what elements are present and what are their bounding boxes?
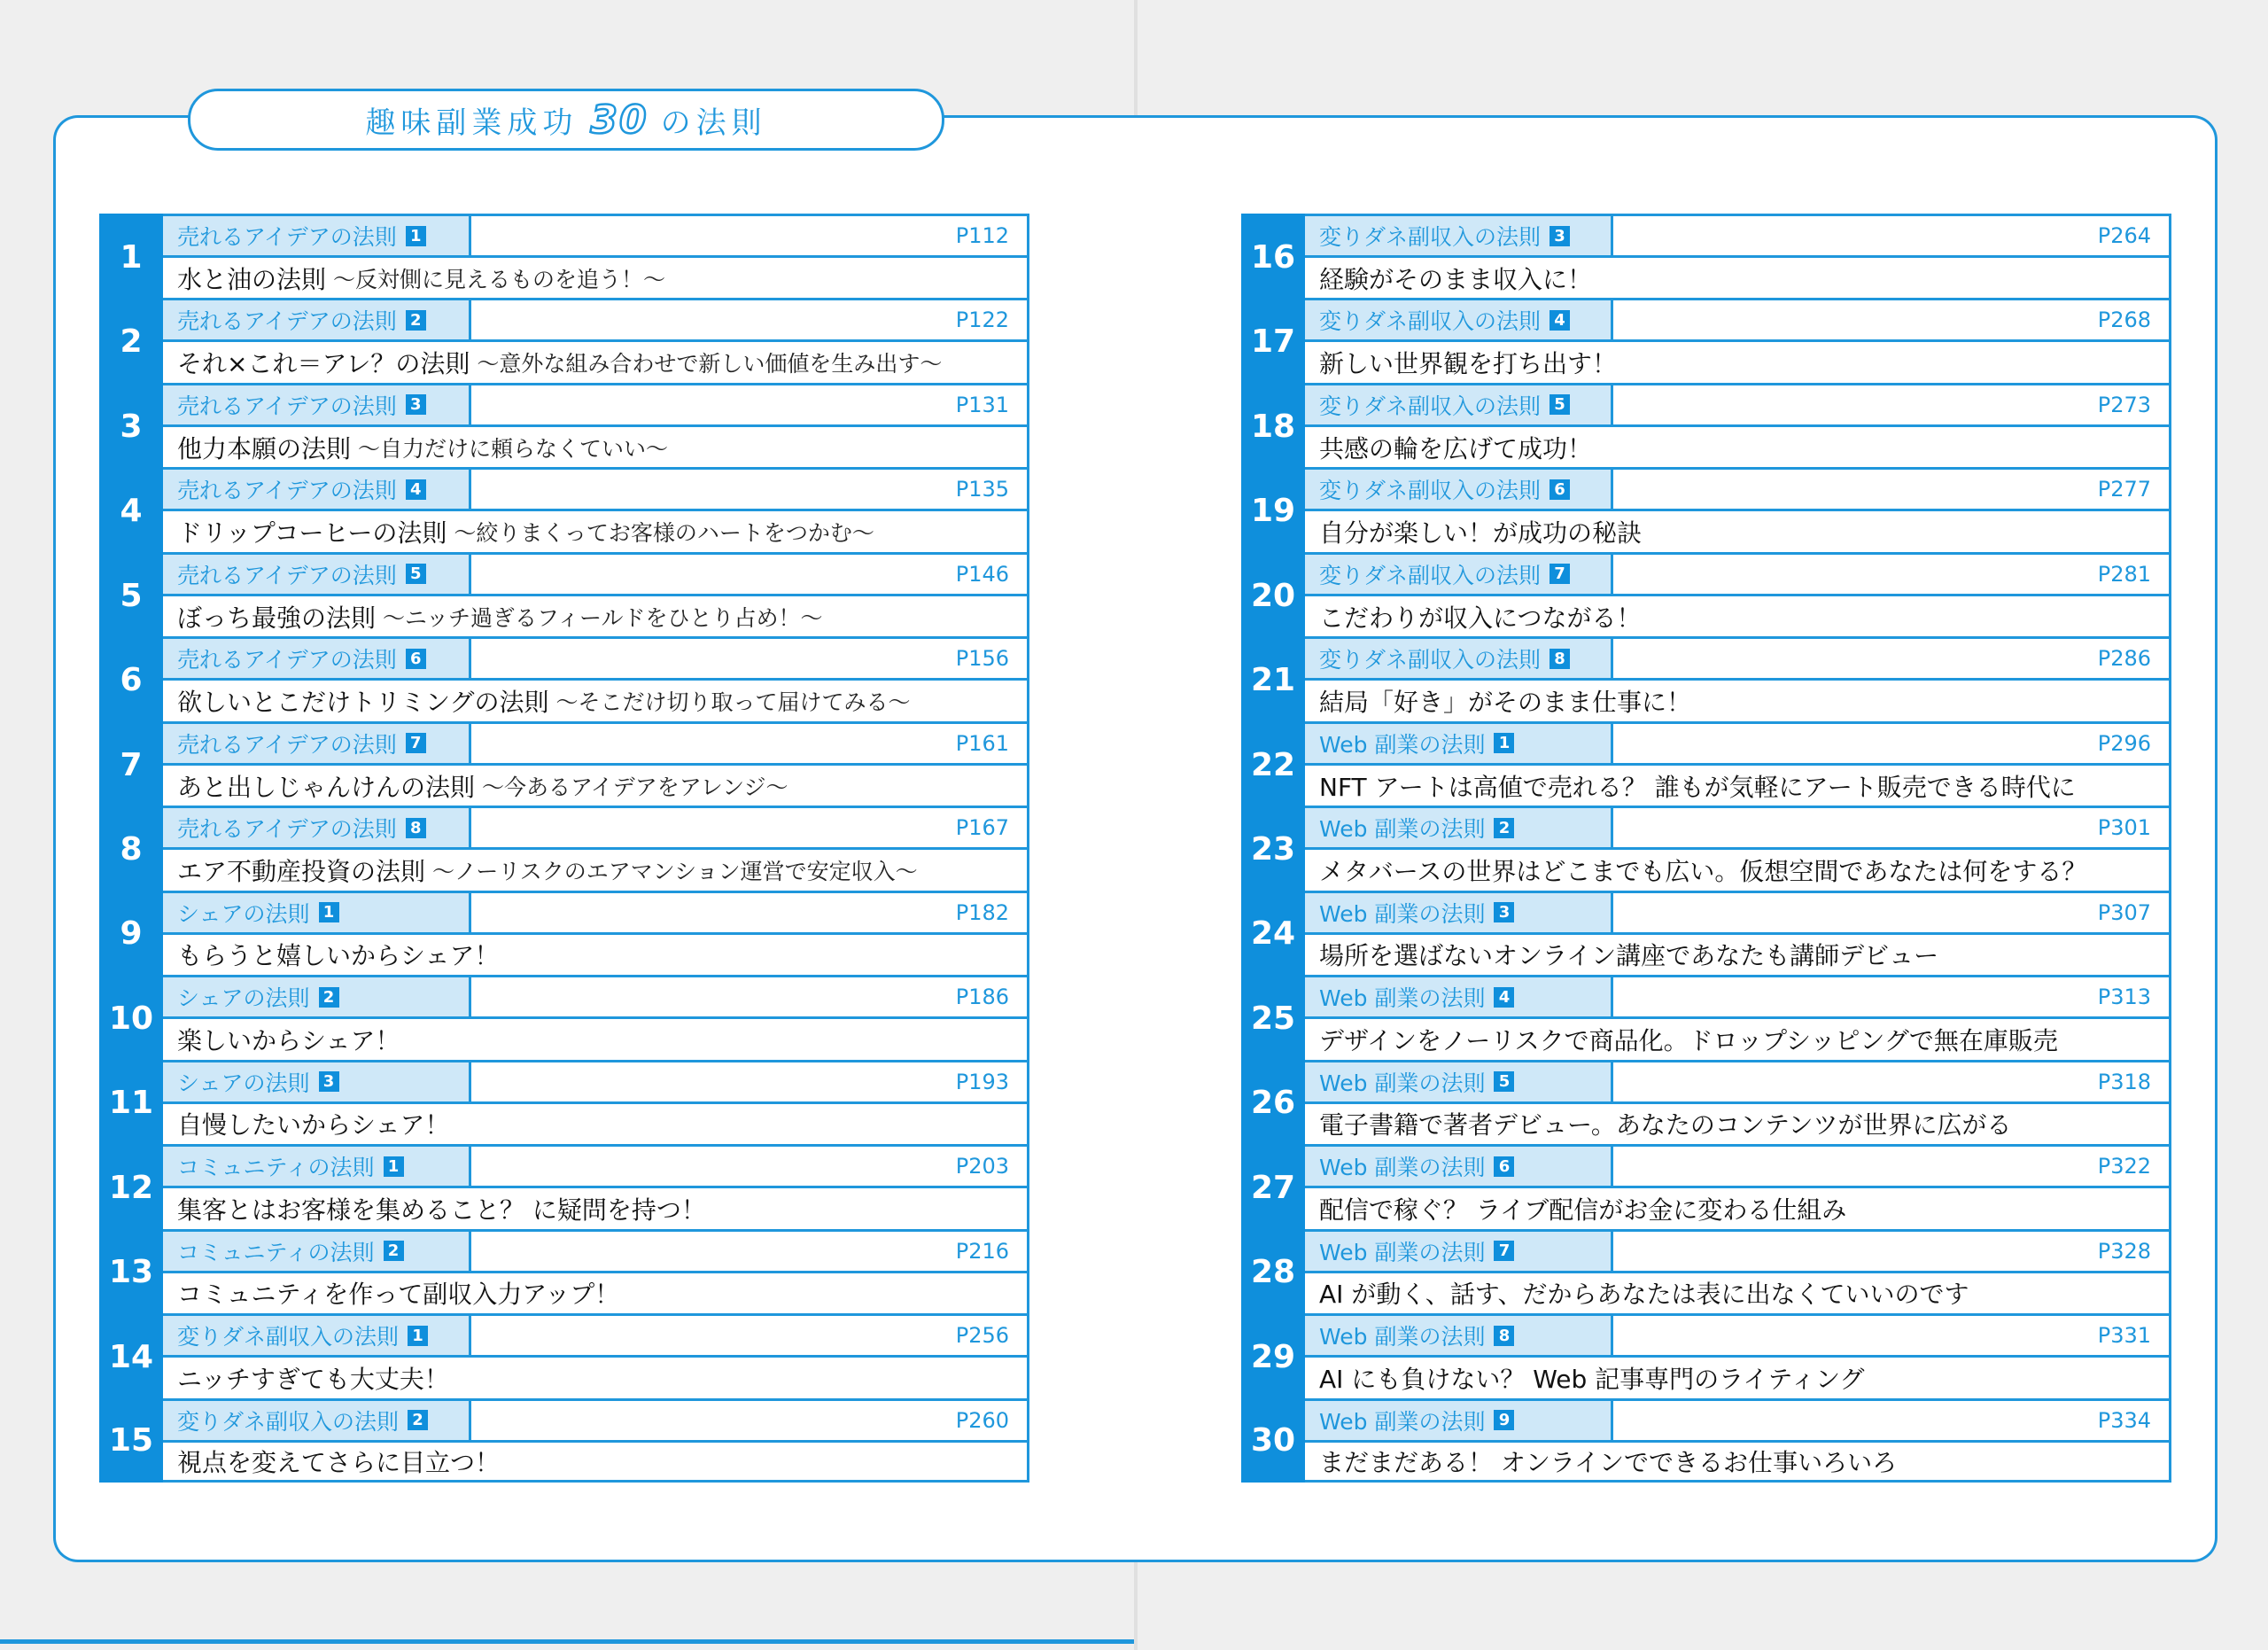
entry-title-main: AI が動く、話す、だからあなたは表に出なくていいのです — [1319, 1280, 1969, 1310]
category-index-badge: 4 — [1550, 310, 1570, 331]
entry-number: 28 — [1241, 1229, 1305, 1316]
category-label: 売れるアイデアの法則 — [177, 393, 397, 419]
entry-page-number: P322 — [2097, 1154, 2151, 1179]
entry-number: 14 — [99, 1313, 163, 1400]
toc-column-right — [1241, 214, 2171, 1483]
category-label: シェアの法則 — [177, 985, 310, 1012]
entry-title-main: 電子書籍で著者デビュー。あなたのコンテンツが世界に広がる — [1319, 1110, 2012, 1140]
entry-title-main: ドリップコーヒーの法則 — [177, 518, 447, 549]
category-index-badge: 3 — [319, 1071, 339, 1092]
entry-page-number: P182 — [955, 899, 1009, 925]
entry-category — [163, 1316, 471, 1355]
category-label: Web 副業の法則 — [1319, 816, 1486, 843]
entry-page-number: P286 — [2097, 646, 2151, 672]
entry-title-main: あと出しじゃんけんの法則 — [177, 772, 476, 802]
entry-category — [1305, 893, 1613, 932]
entry-number: 23 — [1241, 806, 1305, 892]
entry-title-main: 配信で稼ぐ？ ライブ配信がお金に変わる仕組み — [1319, 1195, 1847, 1225]
category-index-badge: 3 — [1550, 226, 1570, 246]
entry-header — [1305, 1232, 2169, 1273]
entry-title — [1305, 342, 2169, 382]
toc-entry[interactable] — [99, 1060, 1029, 1144]
category-index-badge: 7 — [1494, 1241, 1514, 1261]
toc-entry[interactable] — [1241, 975, 2171, 1059]
entry-title — [163, 258, 1027, 298]
entry-page-number: P277 — [2097, 477, 2151, 502]
category-label: 変りダネ副収入の法則 — [177, 1408, 400, 1435]
toc-entry[interactable] — [1241, 806, 2171, 890]
entry-page-number: P268 — [2097, 307, 2151, 333]
category-index-badge: 1 — [319, 902, 339, 922]
entry-category — [163, 977, 471, 1016]
entry-category — [163, 385, 471, 424]
entry-category — [1305, 1401, 1613, 1440]
entry-number: 22 — [1241, 721, 1305, 808]
entry-page-number: P122 — [955, 307, 1009, 333]
entry-number: 27 — [1241, 1144, 1305, 1231]
entry-header — [163, 555, 1027, 596]
entry-number: 8 — [99, 806, 163, 892]
entry-title-main: コミュニティを作って副収入力アップ！ — [177, 1280, 620, 1310]
entry-title — [163, 1188, 1027, 1228]
entry-title — [1305, 850, 2169, 890]
toc-entry[interactable] — [1241, 467, 2171, 551]
entry-title-main: エア不動産投資の法則 — [177, 857, 426, 887]
entry-header — [163, 977, 1027, 1019]
category-label: 売れるアイデアの法則 — [177, 224, 397, 250]
entry-number: 9 — [99, 891, 163, 977]
entry-page-number: P256 — [955, 1323, 1009, 1349]
entry-page-number: P146 — [955, 561, 1009, 587]
toc-entry[interactable] — [99, 552, 1029, 636]
toc-entry[interactable] — [1241, 298, 2171, 382]
entry-page-number: P135 — [955, 477, 1009, 502]
category-label: 変りダネ副収入の法則 — [1319, 393, 1542, 419]
entry-number: 2 — [99, 298, 163, 385]
entry-category — [163, 300, 471, 339]
entry-title — [163, 427, 1027, 467]
entry-title — [163, 850, 1027, 890]
toc-entry[interactable] — [99, 1398, 1029, 1483]
entry-header — [163, 893, 1027, 935]
toc-entry[interactable] — [1241, 552, 2171, 636]
entry-title-subtitle: 〜そこだけ切り取って届けてみる〜 — [555, 689, 911, 716]
category-index-badge: 1 — [1494, 733, 1514, 753]
toc-entry[interactable] — [99, 383, 1029, 467]
category-label: Web 副業の法則 — [1319, 900, 1486, 927]
category-label: 変りダネ副収入の法則 — [1319, 308, 1542, 335]
toc-entry[interactable] — [1241, 1398, 2171, 1483]
entry-category — [163, 893, 471, 932]
toc-entry[interactable] — [1241, 721, 2171, 806]
entry-title-subtitle: 〜意外な組み合わせで新しい価値を生み出す〜 — [477, 351, 943, 377]
toc-entry[interactable] — [99, 1313, 1029, 1397]
category-label: 変りダネ副収入の法則 — [1319, 647, 1542, 673]
entry-page-number: P331 — [2097, 1323, 2151, 1349]
entry-header — [1305, 893, 2169, 935]
entry-category — [1305, 1316, 1613, 1355]
entry-header — [163, 1316, 1027, 1358]
entry-number: 30 — [1241, 1398, 1305, 1483]
entry-page-number: P264 — [2097, 223, 2151, 248]
entry-title-main: 欲しいとこだけトリミングの法則 — [177, 688, 549, 718]
entry-header — [163, 1062, 1027, 1104]
entry-title-subtitle: 〜絞りまくってお客様のハートをつかむ〜 — [454, 520, 874, 547]
entry-number: 6 — [99, 636, 163, 723]
page-title — [188, 89, 944, 151]
entry-category — [163, 808, 471, 847]
entry-header — [163, 1401, 1027, 1443]
category-label: 売れるアイデアの法則 — [177, 647, 397, 673]
entry-header — [1305, 1147, 2169, 1188]
entry-title — [163, 766, 1027, 806]
toc-column-left — [99, 214, 1029, 1483]
entry-number: 15 — [99, 1398, 163, 1483]
entry-number: 5 — [99, 552, 163, 639]
entry-page-number: P131 — [955, 392, 1009, 417]
entry-category — [1305, 1232, 1613, 1271]
entry-category — [1305, 1147, 1613, 1186]
entry-number: 10 — [99, 975, 163, 1062]
entry-title-main: まだまだある！ オンラインでできるお仕事いろいろ — [1319, 1447, 1898, 1477]
entry-title-main: それ×これ＝アレ？の法則 — [177, 349, 470, 379]
entry-page-number: P307 — [2097, 899, 2151, 925]
entry-header — [163, 385, 1027, 427]
category-index-badge: 7 — [406, 733, 426, 753]
toc-entry[interactable] — [1241, 1060, 2171, 1144]
entry-header — [1305, 808, 2169, 850]
toc-entry[interactable] — [1241, 214, 2171, 298]
entry-number: 24 — [1241, 891, 1305, 977]
toc-entry[interactable] — [99, 298, 1029, 382]
category-label: 変りダネ副収入の法則 — [1319, 224, 1542, 250]
entry-title — [1305, 1443, 2169, 1480]
entry-category — [1305, 300, 1613, 339]
entry-number: 18 — [1241, 383, 1305, 470]
toc-entry[interactable] — [99, 891, 1029, 975]
entry-page-number: P216 — [955, 1238, 1009, 1264]
category-index-badge: 2 — [406, 310, 426, 331]
category-index-badge: 6 — [1494, 1156, 1514, 1177]
entry-category — [1305, 555, 1613, 594]
category-index-badge: 1 — [408, 1326, 428, 1346]
entry-title — [163, 596, 1027, 636]
entry-category — [1305, 977, 1613, 1016]
entry-header — [1305, 1316, 2169, 1358]
entry-number: 17 — [1241, 298, 1305, 385]
entry-title-main: 視点を変えてさらに目立つ！ — [177, 1447, 501, 1477]
entry-category — [163, 1062, 471, 1101]
title-prefix: 趣味副業成功 — [365, 105, 579, 141]
entry-title-subtitle: 〜ノーリスクのエアマンション運営で安定収入〜 — [432, 859, 918, 885]
entry-title-main: 自慢したいからシェア！ — [177, 1110, 450, 1140]
category-label: 変りダネ副収入の法則 — [1319, 562, 1542, 588]
entry-page-number: P193 — [955, 1069, 1009, 1094]
category-label: シェアの法則 — [177, 1070, 310, 1096]
entry-page-number: P167 — [955, 815, 1009, 841]
category-label: Web 副業の法則 — [1319, 1324, 1486, 1350]
toc-entry[interactable] — [1241, 636, 2171, 720]
entry-page-number: P334 — [2097, 1407, 2151, 1433]
entry-title — [1305, 681, 2169, 720]
entry-title-main: 共感の輪を広げて成功！ — [1319, 433, 1593, 463]
category-index-badge: 4 — [406, 479, 426, 500]
entry-number: 1 — [99, 214, 163, 300]
entry-header — [163, 1232, 1027, 1273]
category-index-badge: 2 — [319, 987, 339, 1008]
category-label: Web 副業の法則 — [1319, 731, 1486, 758]
entry-title-main: デザインをノーリスクで商品化。ドロップシッピングで無在庫販売 — [1319, 1025, 2058, 1055]
entry-page-number: P301 — [2097, 815, 2151, 841]
entry-title-main: 結局「好き」がそのまま仕事に！ — [1319, 688, 1692, 718]
entry-title — [1305, 1104, 2169, 1144]
toc-entry[interactable] — [1241, 1229, 2171, 1313]
category-label: Web 副業の法則 — [1319, 1408, 1486, 1435]
entry-title-main: 自分が楽しい！が成功の秘訣 — [1319, 518, 1643, 549]
entry-page-number: P112 — [955, 223, 1009, 248]
entry-header — [163, 724, 1027, 766]
toc-entry[interactable] — [99, 1229, 1029, 1313]
entry-header — [163, 1147, 1027, 1188]
category-label: Web 副業の法則 — [1319, 985, 1486, 1012]
entry-category — [1305, 1062, 1613, 1101]
entry-title — [1305, 766, 2169, 806]
entry-title — [163, 1358, 1027, 1397]
entry-header — [1305, 385, 2169, 427]
entry-title — [163, 935, 1027, 975]
category-index-badge: 3 — [1494, 902, 1514, 922]
toc-entry[interactable] — [1241, 1144, 2171, 1228]
category-label: 売れるアイデアの法則 — [177, 731, 397, 758]
entry-title — [163, 342, 1027, 382]
toc-entry[interactable] — [99, 806, 1029, 890]
category-index-badge: 5 — [1494, 1071, 1514, 1092]
bottom-rule — [0, 1639, 1134, 1644]
entry-category — [163, 216, 471, 255]
entry-page-number: P318 — [2097, 1069, 2151, 1094]
entry-category — [1305, 724, 1613, 763]
entry-category — [163, 1401, 471, 1440]
category-index-badge: 8 — [406, 818, 426, 838]
entry-title-main: こだわりが収入につながる！ — [1319, 603, 1642, 633]
entry-category — [163, 1232, 471, 1271]
entry-header — [1305, 977, 2169, 1019]
category-index-badge: 2 — [408, 1410, 428, 1430]
entry-page-number: P156 — [955, 646, 1009, 672]
entry-number: 21 — [1241, 636, 1305, 723]
toc-entry[interactable] — [99, 975, 1029, 1059]
entry-title-subtitle: 〜自力だけに頼らなくていい〜 — [358, 435, 669, 462]
category-index-badge: 2 — [384, 1241, 404, 1261]
entry-number: 7 — [99, 721, 163, 808]
entry-title-main: 経験がそのまま収入に！ — [1319, 264, 1593, 294]
entry-title — [1305, 935, 2169, 975]
entry-title-subtitle: 〜反対側に見えるものを追う！〜 — [333, 266, 666, 292]
entry-title-main: ニッチすぎても大丈夫！ — [177, 1364, 449, 1394]
entry-category — [1305, 639, 1613, 678]
entry-title-subtitle: 〜ニッチ過ぎるフィールドをひとり占め！〜 — [383, 604, 823, 631]
category-label: 売れるアイデアの法則 — [177, 308, 397, 335]
entry-page-number: P260 — [955, 1407, 1009, 1433]
entry-category — [163, 724, 471, 763]
toc-entry[interactable] — [99, 467, 1029, 551]
category-label: シェアの法則 — [177, 900, 310, 927]
category-label: 売れるアイデアの法則 — [177, 562, 397, 588]
entry-number: 13 — [99, 1229, 163, 1316]
category-index-badge: 9 — [1494, 1410, 1514, 1430]
toc-entry[interactable] — [99, 214, 1029, 298]
entry-header — [1305, 639, 2169, 681]
entry-title-main: 場所を選ばないオンライン講座であなたも講師デビュー — [1319, 941, 1939, 971]
entry-page-number: P313 — [2097, 985, 2151, 1010]
entry-number: 12 — [99, 1144, 163, 1231]
category-label: 売れるアイデアの法則 — [177, 816, 397, 843]
entry-header — [1305, 555, 2169, 596]
entry-number: 11 — [99, 1060, 163, 1147]
entry-title-main: 集客とはお客様を集めること？ に疑問を持つ！ — [177, 1195, 706, 1225]
category-label: Web 副業の法則 — [1319, 1155, 1486, 1181]
entry-title — [1305, 427, 2169, 467]
entry-title-main: ぼっち最強の法則 — [177, 603, 377, 633]
entry-title — [163, 681, 1027, 720]
entry-header — [1305, 300, 2169, 342]
entry-category — [1305, 808, 1613, 847]
title-number: 30 — [590, 97, 649, 143]
entry-header — [163, 300, 1027, 342]
entry-header — [163, 216, 1027, 258]
entry-title — [1305, 1273, 2169, 1313]
category-label: 売れるアイデアの法則 — [177, 478, 397, 504]
category-label: 変りダネ副収入の法則 — [177, 1324, 400, 1350]
entry-title — [1305, 1188, 2169, 1228]
toc-entry[interactable] — [1241, 891, 2171, 975]
entry-header — [1305, 216, 2169, 258]
entry-header — [1305, 724, 2169, 766]
entry-page-number: P273 — [2097, 392, 2151, 417]
category-label: Web 副業の法則 — [1319, 1239, 1486, 1265]
entry-number: 26 — [1241, 1060, 1305, 1147]
entry-title-main: NFT アートは高値で売れる？ 誰もが気軽にアート販売できる時代に — [1319, 772, 2076, 802]
entry-title-main: もらうと嬉しいからシェア！ — [177, 941, 500, 971]
entry-number: 19 — [1241, 467, 1305, 554]
category-label: Web 副業の法則 — [1319, 1070, 1486, 1096]
category-index-badge: 5 — [1550, 394, 1570, 415]
title-suffix: の法則 — [660, 105, 767, 141]
category-index-badge: 6 — [406, 649, 426, 669]
entry-number: 20 — [1241, 552, 1305, 639]
entry-title-main: 新しい世界観を打ち出す！ — [1319, 349, 1618, 379]
entry-page-number: P296 — [2097, 730, 2151, 756]
entry-page-number: P328 — [2097, 1238, 2151, 1264]
entry-category — [163, 555, 471, 594]
entry-category — [1305, 385, 1613, 424]
entry-number: 16 — [1241, 214, 1305, 300]
category-index-badge: 3 — [406, 394, 426, 415]
entry-title-main: AI にも負けない？ Web 記事専門のライティング — [1319, 1364, 1865, 1394]
category-index-badge: 1 — [406, 226, 426, 246]
entry-category — [1305, 216, 1613, 255]
category-index-badge: 2 — [1494, 818, 1514, 838]
entry-header — [163, 808, 1027, 850]
entry-category — [1305, 470, 1613, 509]
entry-title — [163, 511, 1027, 551]
entry-title — [1305, 511, 2169, 551]
entry-title-main: 水と油の法則 — [177, 264, 327, 294]
entry-title — [163, 1104, 1027, 1144]
entry-header — [1305, 1401, 2169, 1443]
entry-title — [1305, 258, 2169, 298]
entry-title — [163, 1273, 1027, 1313]
entry-page-number: P161 — [955, 730, 1009, 756]
category-label: コミュニティの法則 — [177, 1239, 375, 1265]
entry-category — [163, 1147, 471, 1186]
category-index-badge: 1 — [384, 1156, 404, 1177]
category-label: 変りダネ副収入の法則 — [1319, 478, 1542, 504]
entry-title-subtitle: 〜今あるアイデアをアレンジ〜 — [482, 774, 788, 800]
entry-number: 25 — [1241, 975, 1305, 1062]
category-index-badge: 6 — [1550, 479, 1570, 500]
entry-page-number: P281 — [2097, 561, 2151, 587]
entry-header — [163, 639, 1027, 681]
entry-title — [1305, 1358, 2169, 1397]
entry-header — [1305, 1062, 2169, 1104]
entry-title-main: メタバースの世界はどこまでも広い。仮想空間であなたは何をする？ — [1319, 857, 2087, 887]
category-index-badge: 7 — [1550, 564, 1570, 584]
toc-entry[interactable] — [1241, 1313, 2171, 1397]
category-index-badge: 8 — [1494, 1326, 1514, 1346]
category-index-badge: 5 — [406, 564, 426, 584]
entry-number: 3 — [99, 383, 163, 470]
toc-entry[interactable] — [1241, 383, 2171, 467]
toc-entry[interactable] — [99, 721, 1029, 806]
entry-category — [163, 639, 471, 678]
entry-number: 4 — [99, 467, 163, 554]
entry-title — [1305, 596, 2169, 636]
entry-category — [163, 470, 471, 509]
toc-entry[interactable] — [99, 1144, 1029, 1228]
entry-title-main: 楽しいからシェア！ — [177, 1025, 400, 1055]
category-index-badge: 8 — [1550, 649, 1570, 669]
entry-header — [1305, 470, 2169, 511]
category-index-badge: 4 — [1494, 987, 1514, 1008]
entry-title — [163, 1443, 1027, 1480]
entry-page-number: P203 — [955, 1154, 1009, 1179]
category-label: コミュニティの法則 — [177, 1155, 375, 1181]
entry-number: 29 — [1241, 1313, 1305, 1400]
toc-entry[interactable] — [99, 636, 1029, 720]
entry-title — [1305, 1019, 2169, 1059]
entry-header — [163, 470, 1027, 511]
entry-title — [163, 1019, 1027, 1059]
entry-page-number: P186 — [955, 985, 1009, 1010]
entry-title-main: 他力本願の法則 — [177, 433, 352, 463]
